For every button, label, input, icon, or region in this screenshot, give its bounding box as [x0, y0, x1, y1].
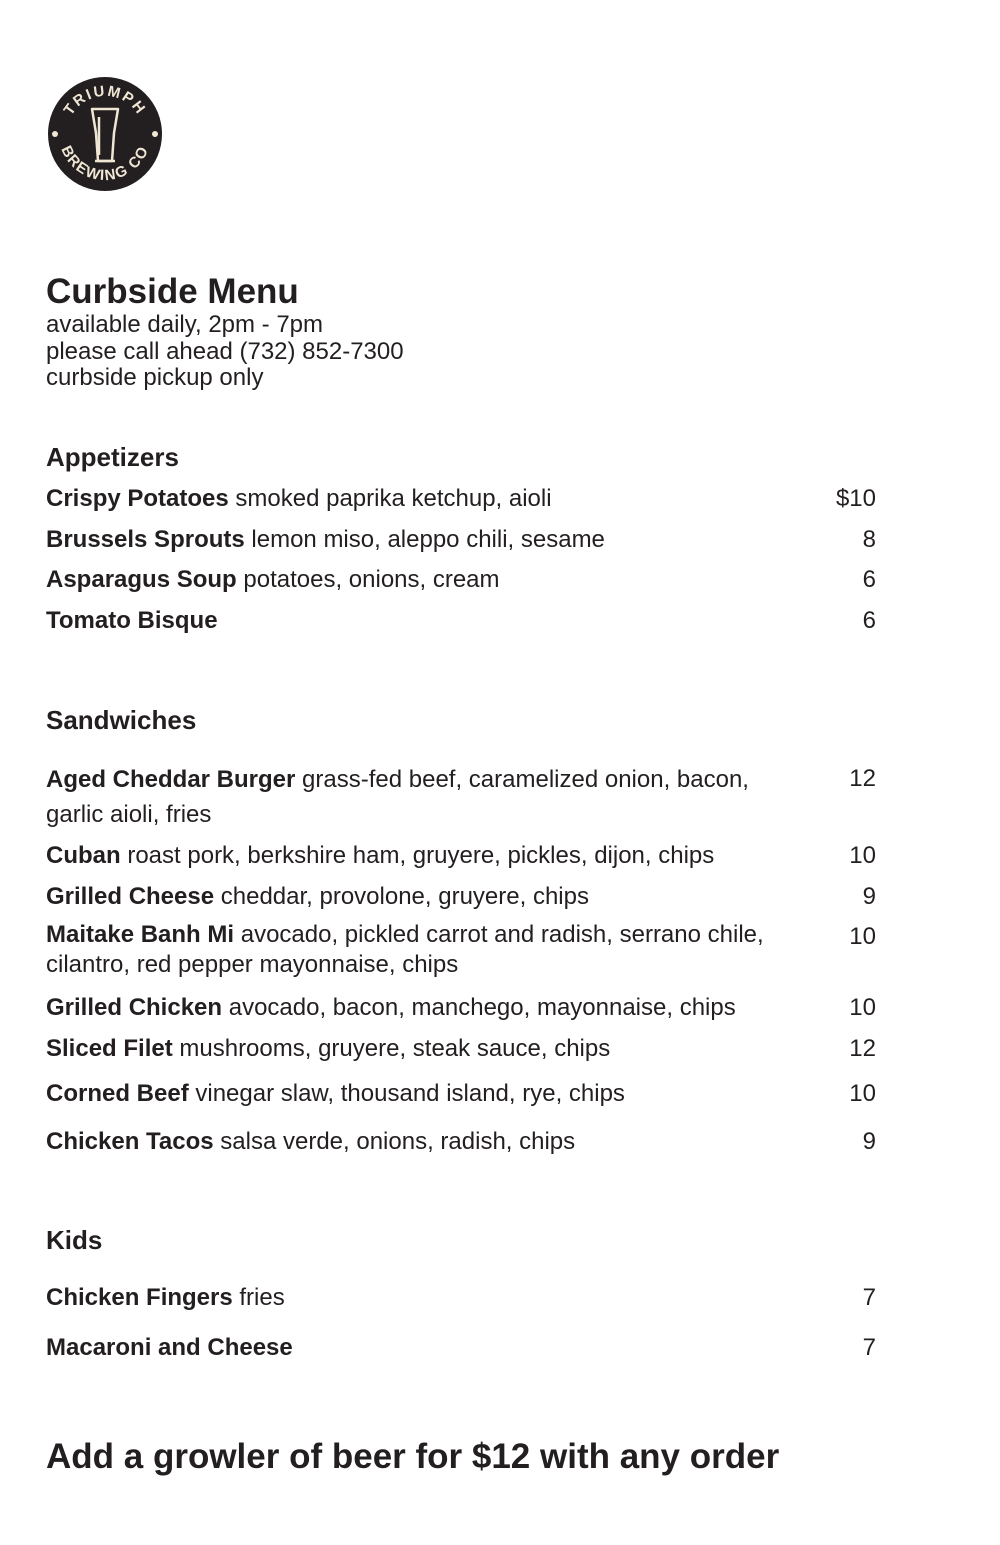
item-desc: potatoes, onions, cream [243, 566, 500, 593]
item-price: 10 [849, 923, 876, 950]
page-title: Curbside Menu [46, 272, 299, 311]
section-sandwiches [46, 705, 876, 1155]
item-desc: vinegar slaw, thousand island, rye, chips [195, 1080, 625, 1107]
brand-logo [45, 77, 165, 192]
item-price: 10 [849, 1080, 876, 1107]
item-name: Chicken Tacos [46, 1128, 214, 1155]
item-desc: lemon miso, aleppo chili, sesame [251, 526, 605, 553]
item-name: Grilled Chicken [46, 994, 223, 1021]
item-desc: mushrooms, gruyere, steak sauce, chips [179, 1035, 611, 1062]
menu-item [46, 523, 876, 556]
item-desc: grass-fed beef, caramelized onion, bacon, garlic aioli, fries [46, 766, 749, 828]
availability-line: available daily, 2pm - 7pm [46, 311, 324, 338]
item-desc: smoked paprika ketchup, aioli [235, 485, 552, 512]
menu-item [46, 839, 876, 872]
item-desc: avocado, pickled carrot and radish, serrano chile, cilantro, red pepper mayonnaise, chips [46, 921, 764, 978]
item-name: Maitake Banh Mi [46, 921, 235, 948]
item-price: 9 [862, 883, 876, 910]
svg-text:BREWING CO: BREWING CO [57, 143, 153, 185]
item-desc: avocado, bacon, manchego, mayonnaise, chips [228, 994, 736, 1021]
item-name: Crispy Potatoes [46, 485, 229, 512]
item-name: Macaroni and Cheese [46, 1334, 293, 1361]
item-name: Asparagus Soup [46, 566, 237, 593]
section-kids [46, 1225, 876, 1361]
item-name: Brussels Sprouts [46, 526, 245, 553]
menu-header [46, 272, 906, 392]
menu-item [46, 1125, 876, 1158]
item-name: Cuban [46, 842, 121, 869]
item-name: Corned Beef [46, 1080, 189, 1107]
item-name: Sliced Filet [46, 1035, 173, 1062]
item-price: 12 [849, 765, 876, 792]
item-desc: roast pork, berkshire ham, gruyere, pickles, dijon, chips [127, 842, 715, 869]
item-price: 6 [862, 607, 876, 634]
item-price: 7 [862, 1284, 876, 1311]
item-price: 9 [862, 1128, 876, 1155]
menu-item [46, 1281, 876, 1314]
item-price: 10 [849, 842, 876, 869]
svg-text:TRIUMPH: TRIUMPH [60, 82, 150, 119]
section-title: Kids [46, 1225, 103, 1255]
section-appetizers [46, 442, 876, 634]
menu-item [46, 1077, 876, 1110]
item-desc: cheddar, provolone, gruyere, chips [220, 883, 589, 910]
item-price: $10 [835, 485, 876, 512]
menu-item [46, 563, 876, 596]
menu-item [46, 1331, 876, 1364]
menu-item [46, 880, 876, 913]
menu-item [46, 991, 876, 1024]
menu-item [46, 762, 876, 832]
item-name: Tomato Bisque [46, 607, 218, 634]
item-price: 6 [862, 566, 876, 593]
menu-item [46, 482, 876, 515]
item-price: 10 [849, 994, 876, 1021]
item-desc: salsa verde, onions, radish, chips [220, 1128, 576, 1155]
item-price: 12 [849, 1035, 876, 1062]
item-name: Aged Cheddar Burger [46, 766, 296, 793]
section-title: Sandwiches [46, 705, 197, 735]
item-price: 8 [862, 526, 876, 553]
item-desc: fries [239, 1284, 285, 1311]
growler-promo: Add a growler of beer for $12 with any order [46, 1437, 780, 1476]
item-price: 7 [862, 1334, 876, 1361]
section-title: Appetizers [46, 442, 179, 472]
phone-line: please call ahead (732) 852-7300 [46, 337, 404, 365]
pickup-line: curbside pickup only [46, 364, 264, 391]
item-name: Chicken Fingers [46, 1284, 233, 1311]
menu-item [46, 920, 876, 980]
item-name: Grilled Cheese [46, 883, 215, 910]
menu-item [46, 1032, 876, 1065]
menu-item [46, 604, 876, 637]
triumph-logo-seal [45, 77, 165, 192]
